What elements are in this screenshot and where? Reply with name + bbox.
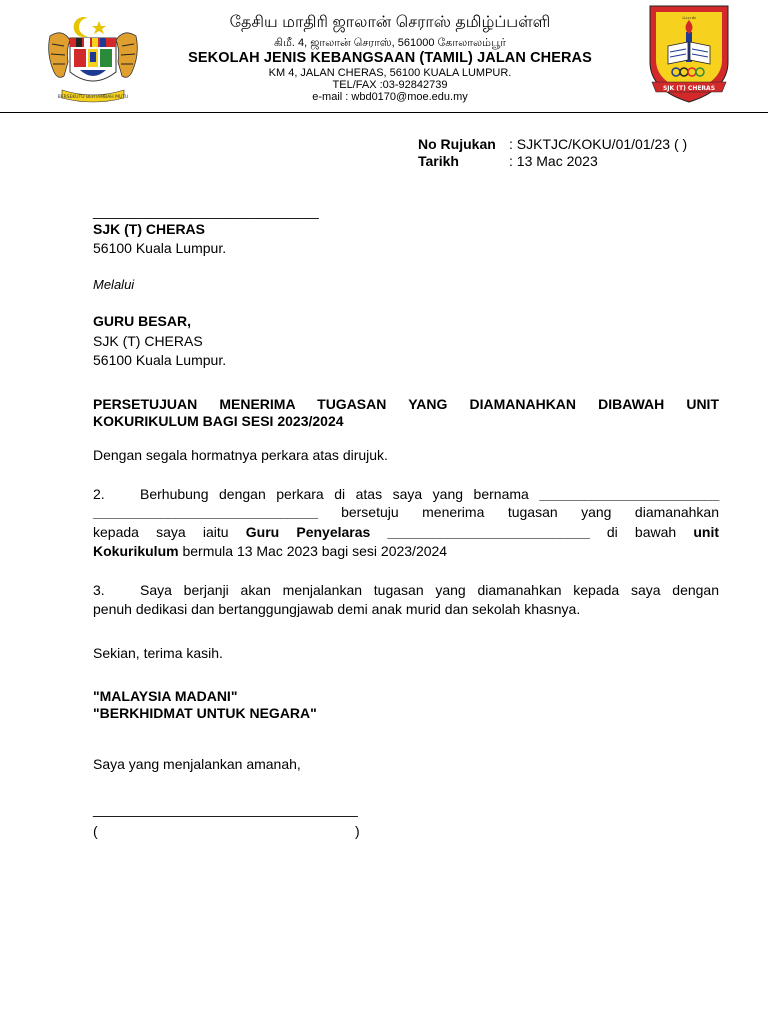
paragraph-2-line-3 (93, 523, 719, 541)
paragraph-2-number: 2. (93, 486, 105, 502)
date-label: Tarikh (418, 153, 459, 169)
unit-name: Kokurikulum (93, 543, 179, 559)
paragraph-2-line-4 (93, 542, 447, 560)
header-divider (0, 112, 768, 113)
signature-name-close: ) (355, 823, 360, 839)
school-crest-logo (646, 2, 732, 106)
slogan-2: "BERKHIDMAT UNTUK NEGARA" (93, 705, 317, 721)
signature-intro: Saya yang menjalankan amanah, (93, 756, 301, 772)
paragraph-2-agree: bersetuju menerima tugasan yang diamanahkan (341, 504, 719, 520)
school-address-tamil: கிமீ. 4, ஜாலான் செராஸ், 561000 கோலாலம்பூர் (273, 37, 507, 49)
role-blank: ___________________________ (387, 524, 590, 540)
crest-banner-text: SJK (T) CHERAS (662, 85, 716, 92)
role-title: Guru Penyelaras (245, 524, 371, 540)
closing: Sekian, terima kasih. (93, 645, 223, 661)
recipient-school: SJK (T) CHERAS (93, 221, 206, 237)
reference-label: No Rujukan (418, 136, 496, 152)
school-email: e-mail : wbd0170@moe.edu.my (312, 91, 468, 103)
paragraph-3-text: Saya berjanji akan menjalankan tugasan yang diamanahkan kepada saya dengan (140, 582, 719, 598)
school-telfax: TEL/FAX :03-92842739 (332, 79, 448, 91)
paragraph-2-line-1 (93, 485, 719, 503)
paragraph-2-line-2 (93, 503, 719, 521)
unit-word: unit (693, 524, 720, 540)
via-school: SJK (T) CHERAS (93, 333, 203, 349)
paragraph-2-intro: Berhubung dengan perkara di atas saya yang bernama (140, 486, 529, 502)
school-name-tamil: தேசிய மாதிரி ஜாலான் செராஸ் தமிழ்ப்பள்ளி (229, 14, 551, 31)
school-name: SEKOLAH JENIS KEBANGSAAN (TAMIL) JALAN CHERAS (188, 50, 592, 66)
school-address: KM 4, JALAN CHERAS, 56100 KUALA LUMPUR. (268, 67, 512, 79)
recipient-city: 56100 Kuala Lumpur. (93, 240, 227, 256)
subject-line-1: PERSETUJUAN MENERIMA TUGASAN YANG DIAMANAHKAN DIBAWAH UNIT (93, 396, 719, 412)
paragraph-3-line-1 (93, 581, 719, 599)
via-city: 56100 Kuala Lumpur. (93, 352, 227, 368)
reference-value: : SJKTJC/KOKU/01/01/23 ( ) (509, 136, 688, 152)
paragraph-2-under: di bawah (606, 524, 677, 540)
paragraph-3-line-2: penuh dedikasi dan bertanggungjawab demi anak murid dan sekolah khasnya. (93, 601, 581, 617)
signature-line: __________________________________ (93, 801, 358, 817)
recipient-name-line: _____________________________ (93, 203, 319, 219)
paragraph-2-session: bermula 13 Mac 2023 bagi sesi 2023/2024 (182, 543, 448, 559)
greeting: Dengan segala hormatnya perkara atas dirujuk. (93, 447, 388, 463)
via-label: Melalui (93, 277, 135, 292)
coat-of-arms-motto: BERSEKUTU BERTAMBAH MUTU (57, 95, 129, 100)
subject-line-2: KOKURIKULUM BAGI SESI 2023/2024 (93, 413, 344, 429)
paragraph-3-number: 3. (93, 582, 105, 598)
via-title: GURU BESAR, (93, 313, 192, 329)
signature-name-open: ( (93, 823, 98, 839)
crest-top-text: செராஸ் (682, 15, 696, 20)
date-value: : 13 Mac 2023 (509, 153, 598, 169)
name-blank-continued: ______________________________ (93, 504, 318, 520)
malaysia-coat-of-arms-logo (44, 14, 142, 104)
name-blank: ________________________ (539, 486, 719, 502)
paragraph-2-to-me: kepada saya iaitu (93, 524, 229, 540)
slogan-1: "MALAYSIA MADANI" (93, 688, 238, 704)
